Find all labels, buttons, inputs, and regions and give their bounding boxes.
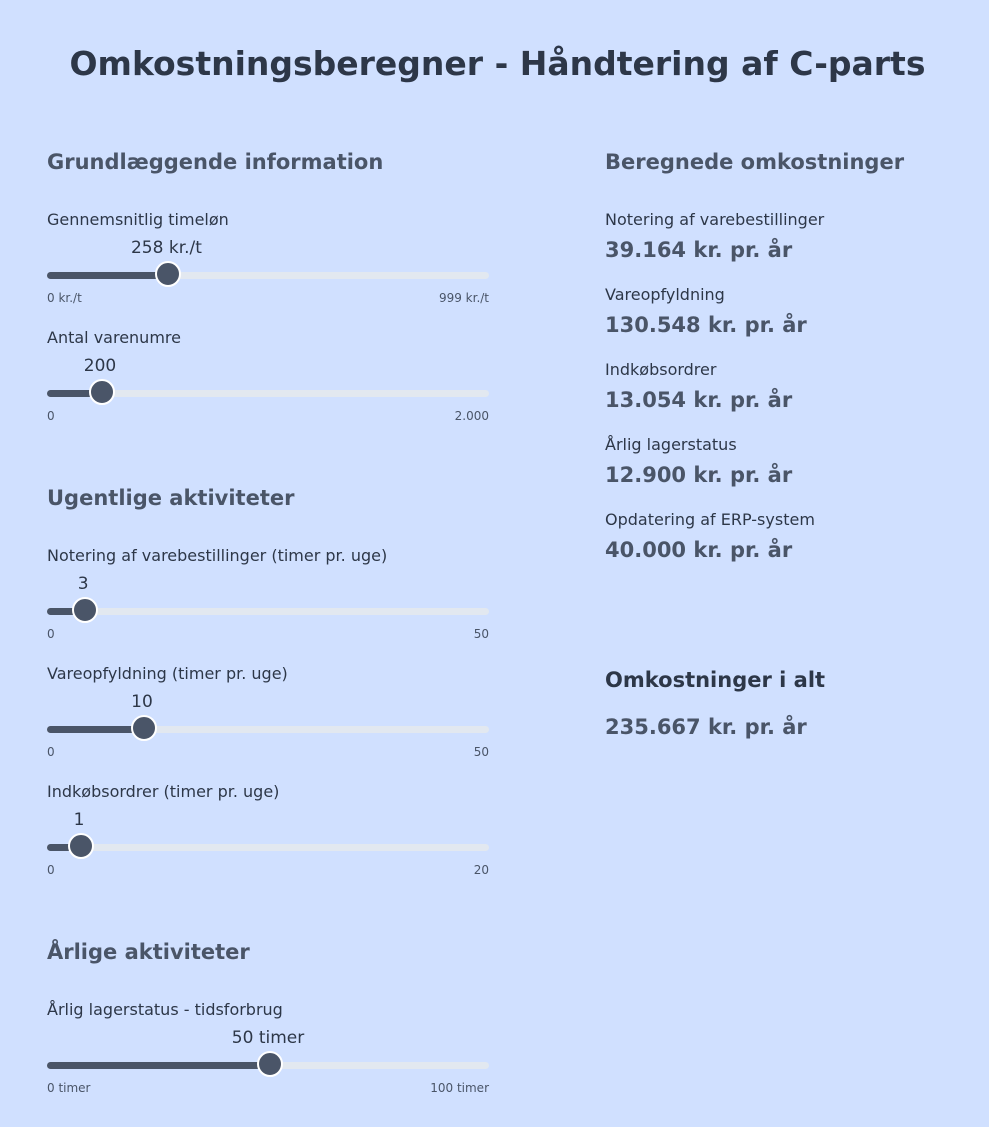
result-label: Notering af varebestillinger [605,210,825,229]
stocktake-slider-group [47,999,489,1099]
result-value: 13.054 kr. pr. år [605,388,793,412]
purchase-orders-min-label: 0 [47,863,55,877]
replenishment-slider-thumb[interactable] [131,715,157,741]
order-noting-value: 3 [77,574,89,594]
order-noting-max-label: 50 [473,627,489,641]
result-label: Indkøbsordrer [605,360,717,379]
replenishment-slider-group [47,663,489,763]
weekly-activities-heading: Ugentlige aktiviteter [47,486,295,510]
stocktake-label: Årlig lagerstatus - tidsforbrug [47,1000,283,1019]
item-numbers-slider-group [47,327,489,427]
hourly-wage-min-label: 0 kr./t [47,291,82,305]
replenishment-slider-track[interactable] [47,726,489,733]
page-title: Omkostningsberegner - Håndtering af C-parts [69,44,926,83]
hourly-wage-slider-group [47,209,489,309]
result-replenishment [605,284,965,338]
purchase-orders-label: Indkøbsordrer (timer pr. uge) [47,782,280,801]
item-numbers-max-label: 2.000 [454,409,489,423]
result-value: 130.548 kr. pr. år [605,313,807,337]
result-value: 40.000 kr. pr. år [605,538,793,562]
result-label: Opdatering af ERP-system [605,510,815,529]
total-value: 235.667 kr. pr. år [605,715,807,739]
hourly-wage-slider-fill [47,272,166,279]
item-numbers-min-label: 0 [47,409,55,423]
order-noting-slider-group [47,545,489,645]
purchase-orders-slider-thumb[interactable] [68,833,94,859]
result-value: 12.900 kr. pr. år [605,463,793,487]
item-numbers-label: Antal varenumre [47,328,181,347]
hourly-wage-max-label: 999 kr./t [438,291,489,305]
result-erp-update [605,509,965,563]
total-heading: Omkostninger i alt [605,668,826,692]
stocktake-slider-thumb[interactable] [257,1051,283,1077]
stocktake-slider-fill [47,1062,268,1069]
result-stocktake [605,434,965,488]
result-order-noting [605,209,965,263]
replenishment-min-label: 0 [47,745,55,759]
hourly-wage-slider-track[interactable] [47,272,489,279]
hourly-wage-slider-thumb[interactable] [155,261,181,287]
purchase-orders-max-label: 20 [473,863,489,877]
hourly-wage-label: Gennemsnitlig timeløn [47,210,229,229]
basic-info-heading: Grundlæggende information [47,150,384,174]
result-purchase-orders [605,359,965,413]
stocktake-min-label: 0 timer [47,1081,91,1095]
hourly-wage-value: 258 kr./t [130,238,202,258]
result-value: 39.164 kr. pr. år [605,238,793,262]
purchase-orders-value: 1 [73,810,85,830]
order-noting-min-label: 0 [47,627,55,641]
purchase-orders-slider-group [47,781,489,881]
result-label: Vareopfyldning [605,285,725,304]
purchase-orders-slider-track[interactable] [47,844,489,851]
item-numbers-slider-thumb[interactable] [89,379,115,405]
yearly-activities-heading: Årlige aktiviteter [47,940,250,964]
replenishment-label: Vareopfyldning (timer pr. uge) [47,664,288,683]
order-noting-slider-track[interactable] [47,608,489,615]
replenishment-max-label: 50 [473,745,489,759]
order-noting-label: Notering af varebestillinger (timer pr. uge) [47,546,388,565]
replenishment-slider-fill [47,726,142,733]
result-label: Årlig lagerstatus [605,435,737,454]
item-numbers-value: 200 [83,356,117,376]
order-noting-slider-thumb[interactable] [72,597,98,623]
stocktake-max-label: 100 timer [430,1081,489,1095]
stocktake-value: 50 timer [231,1028,305,1048]
replenishment-value: 10 [131,692,153,712]
results-heading: Beregnede omkostninger [605,150,905,174]
